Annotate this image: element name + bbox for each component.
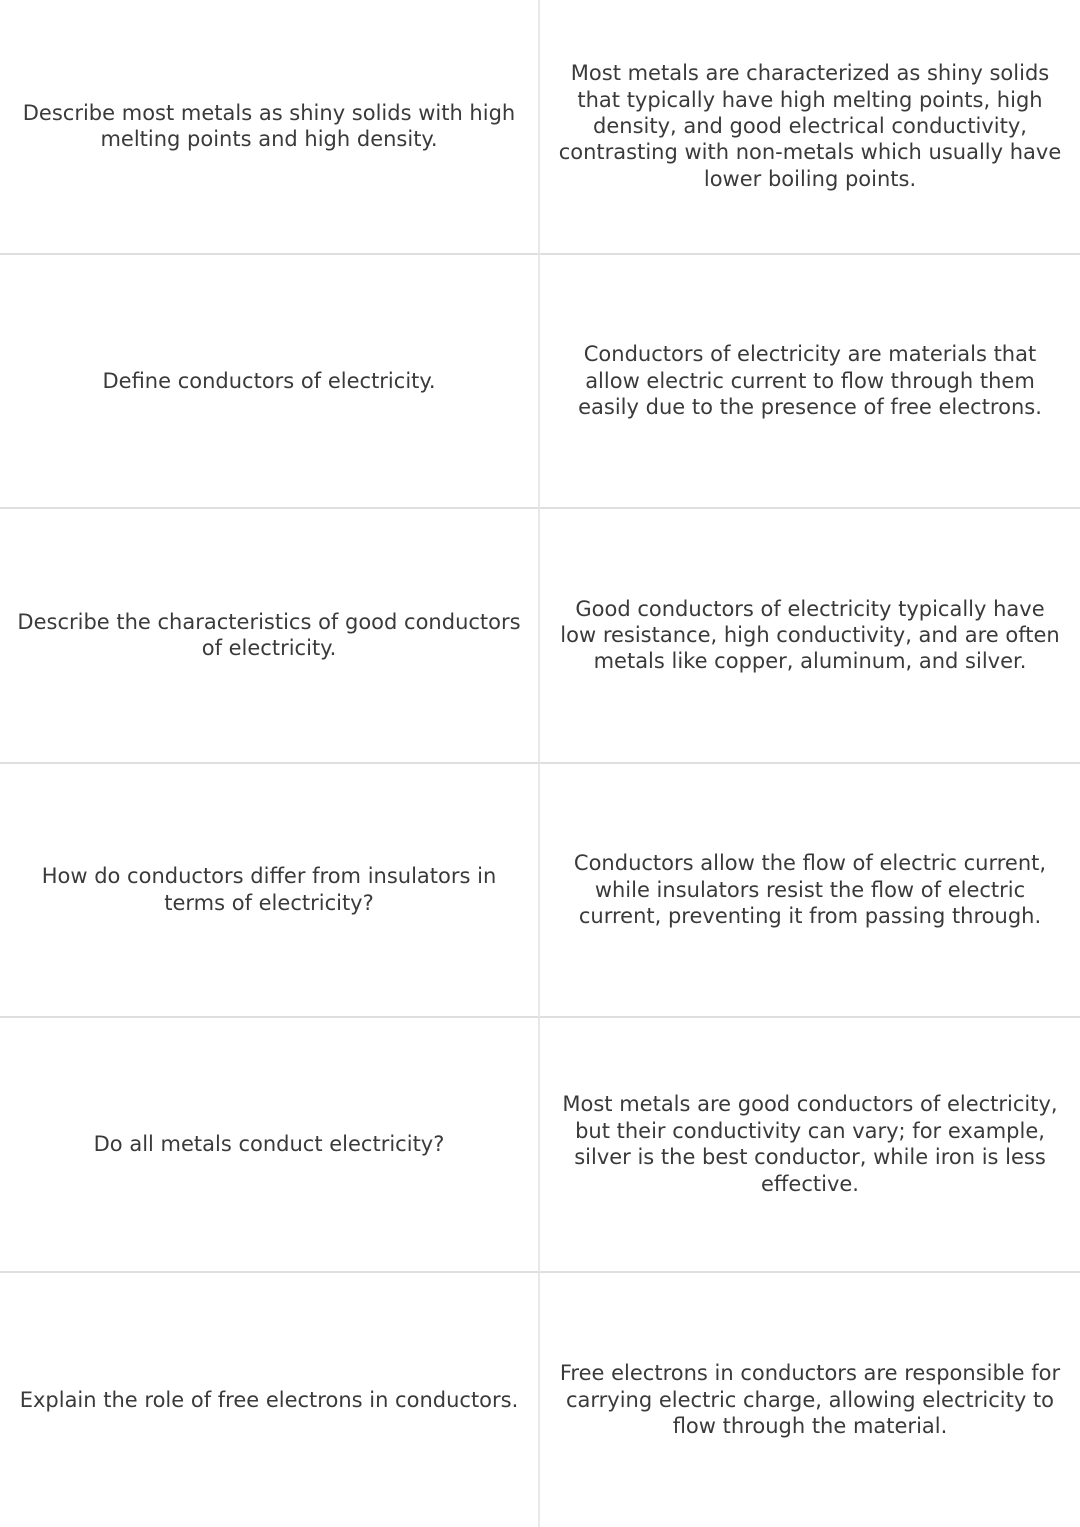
question-cell: How do conductors differ from insulators in terms of electricity? [0,764,540,1019]
answer-cell: Good conductors of electricity typically have low resistance, high conductivity, and are often metals like copper, aluminum, and silver. [540,509,1080,764]
question-cell: Do all metals conduct electricity? [0,1018,540,1273]
answer-cell: Most metals are characterized as shiny solids that typically have high melting points, high density, and good electrical conductivity, contrasting with non-metals which usually have lower boiling points. [540,0,1080,255]
question-cell: Describe the characteristics of good conductors of electricity. [0,509,540,764]
answer-cell: Free electrons in conductors are responsible for carrying electric charge, allowing electricity to flow through the material. [540,1273,1080,1527]
question-cell: Explain the role of free electrons in conductors. [0,1273,540,1527]
question-cell: Describe most metals as shiny solids with high melting points and high density. [0,0,540,255]
answer-cell: Most metals are good conductors of electricity, but their conductivity can vary; for example, silver is the best conductor, while iron is less effective. [540,1018,1080,1273]
answer-cell: Conductors allow the flow of electric current, while insulators resist the flow of electric current, preventing it from passing through. [540,764,1080,1019]
question-cell: Define conductors of electricity. [0,255,540,510]
answer-cell: Conductors of electricity are materials that allow electric current to flow through them easily due to the presence of free electrons. [540,255,1080,510]
